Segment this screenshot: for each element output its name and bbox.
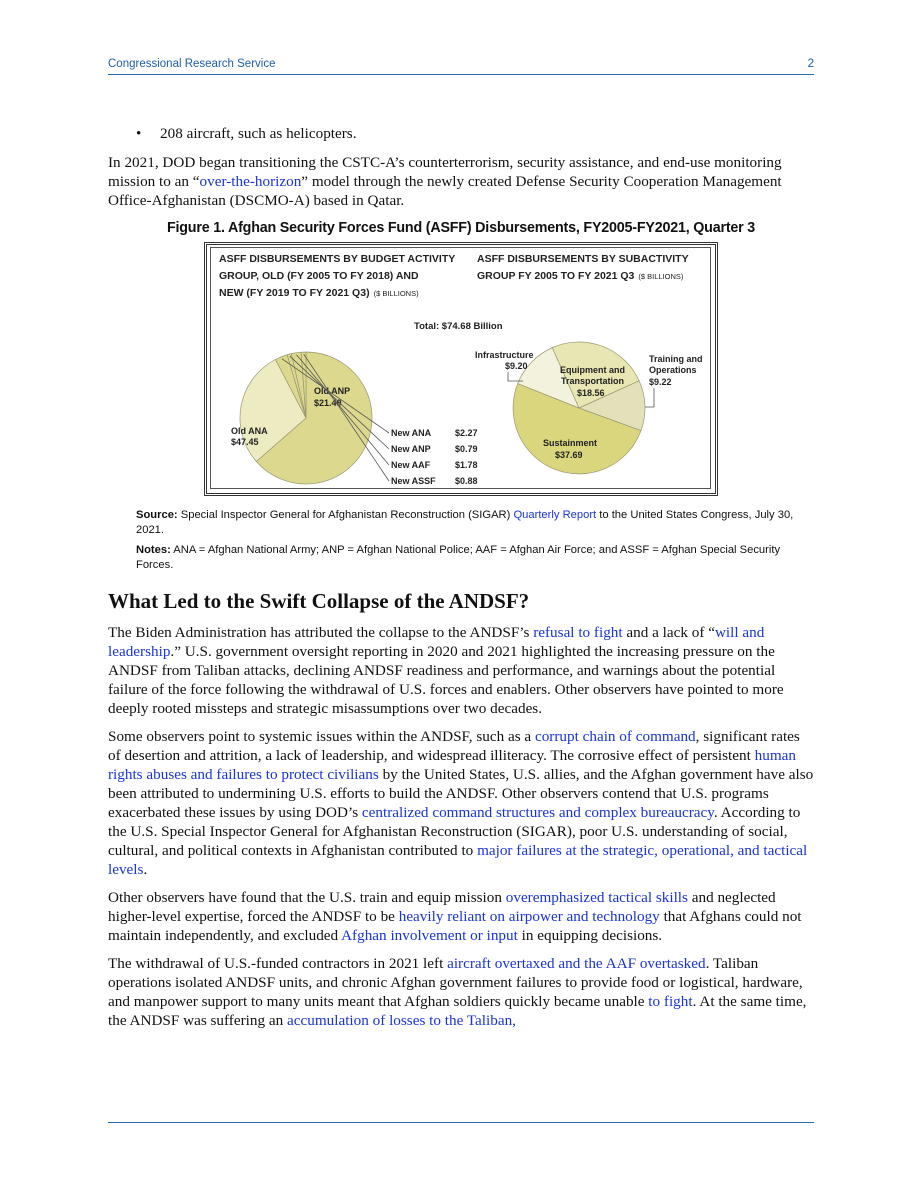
- link-human-rights[interactable]: human rights abuses and failures to protect civilians: [108, 747, 796, 783]
- link-accumulation[interactable]: accumulation of losses to the Taliban,: [287, 1012, 516, 1029]
- link-will-and-leadership[interactable]: will and leadership: [108, 624, 765, 660]
- figure-notes-text: Notes: ANA = Afghan National Army; ANP = Afghan National Police; AAF = Afghan Air Force; and ASSF = Afghan Special Security Forces.: [136, 544, 781, 571]
- link-to-fight[interactable]: to fight: [648, 993, 693, 1010]
- page-number: 2: [807, 58, 814, 70]
- left-heading-2: GROUP, OLD (FY 2005 TO FY 2018) AND: [219, 270, 419, 282]
- paragraph-1: The Biden Administration has attributed the collapse to the ANDSF’s refusal to fight and a lack of “will and leadership.” U.S. government oversight reporting in 2020 and 2021 highlighted the increasing pressure on the ANDSF from Taliban attacks, declining ANDSF readiness and performance, and warnings about the potential failure of the force following the withdrawal of U.S. forces and enablers. Other observers have pointed to more deeply rooted missteps and strategic misassumptions over two decades.: [108, 624, 784, 717]
- label-new-aaf: New AAF: [391, 460, 431, 470]
- right-heading-1: ASFF DISBURSEMENTS BY SUBACTIVITY: [477, 253, 689, 265]
- label-old-anp: Old ANP: [314, 386, 351, 396]
- figure-chart-area: [210, 247, 711, 489]
- value-old-ana: $47.45: [231, 437, 259, 447]
- section-heading: What Led to the Swift Collapse of the ANDSF?: [108, 589, 530, 613]
- label-new-assf: New ASSF: [391, 476, 436, 486]
- intro-paragraph: In 2021, DOD began transitioning the CSTC-A’s counterterrorism, security assistance, and end-use monitoring mission to an “over-the-horizon” model through the newly created Defense Security Cooperation Management Office-Afghanistan (DSCMO-A) based in Qatar.: [108, 154, 782, 209]
- label-new-anp: New ANP: [391, 444, 431, 454]
- bullet-item: [136, 124, 814, 143]
- link-centralized-command[interactable]: centralized command structures and complex bureaucracy: [361, 804, 714, 821]
- link-refusal-to-fight[interactable]: refusal to fight: [533, 624, 623, 641]
- figure-title: Figure 1. Afghan Security Forces Fund (ASFF) Disbursements, FY2005-FY2021, Quarter 3: [166, 220, 756, 236]
- link-overemphasized[interactable]: overemphasized tactical skills: [505, 889, 688, 906]
- label-equipment-line1: Equipment and: [560, 365, 625, 375]
- label-training-line2: Operations: [649, 365, 697, 375]
- chart-total: Total: $74.68 Billion: [414, 321, 503, 332]
- right-heading-2: GROUP FY 2005 TO FY 2021 Q3 ($ BILLIONS): [477, 270, 684, 282]
- link-airpower[interactable]: heavily reliant on airpower and technology: [398, 908, 660, 925]
- bullet-icon: •: [136, 125, 142, 142]
- link-quarterly-report[interactable]: Quarterly Report: [513, 509, 597, 521]
- value-new-aaf: $1.78: [455, 460, 478, 470]
- paragraph-4: The withdrawal of U.S.-funded contractors in 2021 left aircraft overtaxed and the AAF overtasked. Taliban operations isolated ANDSF units, and chronic Afghan government failures to provide food or logistical, hardware, and manpower support to many units meant that Afghan soldiers quickly became unable to fight. At the same time, the ANDSF was suffering an accumulation of losses to the Taliban,: [108, 955, 807, 1029]
- left-heading-1: ASFF DISBURSEMENTS BY BUDGET ACTIVITY: [219, 253, 456, 265]
- left-heading-3: NEW (FY 2019 TO FY 2021 Q3) ($ BILLIONS): [219, 287, 419, 299]
- value-new-assf: $0.88: [455, 476, 478, 486]
- paragraph-2: Some observers point to systemic issues within the ANDSF, such as a corrupt chain of command, significant rates of desertion and attrition, a lack of leadership, and widespread illiteracy. The corrosive effect of persistent human rights abuses and failures to protect civilians by the United States, U.S. allies, and the Afghan government have also been attributed to undermining U.S. efforts to build the ANDSF. Other observers contend that U.S. programs exacerbated these issues by using DOD’s centralized command structures and complex bureaucracy. According to the U.S. Special Inspector General for Afghanistan Reconstruction (SIGAR), poor U.S. understanding of social, cultural, and political contexts in Afghanistan contributed to major failures at the strategic, operational, and tactical levels.: [108, 728, 814, 878]
- link-corrupt-chain[interactable]: corrupt chain of command: [534, 728, 696, 745]
- figure-notes: [136, 508, 814, 573]
- value-equipment: $18.56: [577, 388, 605, 398]
- document-body: [108, 124, 814, 1039]
- label-old-ana: Old ANA: [231, 426, 268, 436]
- figure-source: Source: Special Inspector General for Afghanistan Reconstruction (SIGAR) Quarterly Report to the United States Congress, July 30, 2021.: [136, 509, 794, 536]
- figure-frame: [204, 242, 718, 496]
- value-sustainment: $37.69: [555, 450, 583, 460]
- label-sustainment: Sustainment: [543, 438, 598, 448]
- link-major-failures[interactable]: major failures at the strategic, operational, and tactical levels: [108, 842, 808, 878]
- bullet-text: 208 aircraft, such as helicopters.: [160, 125, 357, 142]
- label-new-ana: New ANA: [391, 428, 432, 438]
- value-training: $9.22: [649, 377, 672, 387]
- page-header: [108, 56, 814, 75]
- value-infrastructure: $9.20: [505, 361, 528, 371]
- paragraph-3: Other observers have found that the U.S. train and equip mission overemphasized tactical skills and neglected higher-level expertise, forced the ANDSF to be heavily reliant on airpower and technology that Afghans could not maintain independently, and excluded Afghan involvement or input in equipping decisions.: [108, 889, 802, 944]
- footer-rule: [108, 1122, 814, 1123]
- link-over-the-horizon[interactable]: over-the-horizon: [199, 173, 302, 190]
- label-equipment-line2: Transportation: [561, 376, 625, 386]
- header-organization: Congressional Research Service: [108, 58, 276, 70]
- label-infrastructure: Infrastructure: [475, 350, 534, 360]
- link-aircraft-overtaxed[interactable]: aircraft overtaxed and the AAF overtasked: [447, 955, 706, 972]
- label-training-line1: Training and: [649, 354, 703, 364]
- pie-charts: [211, 248, 710, 488]
- value-new-ana: $2.27: [455, 428, 478, 438]
- value-new-anp: $0.79: [455, 444, 478, 454]
- value-old-anp: $21.49: [314, 398, 342, 408]
- link-afghan-involvement[interactable]: Afghan involvement or input: [341, 927, 518, 944]
